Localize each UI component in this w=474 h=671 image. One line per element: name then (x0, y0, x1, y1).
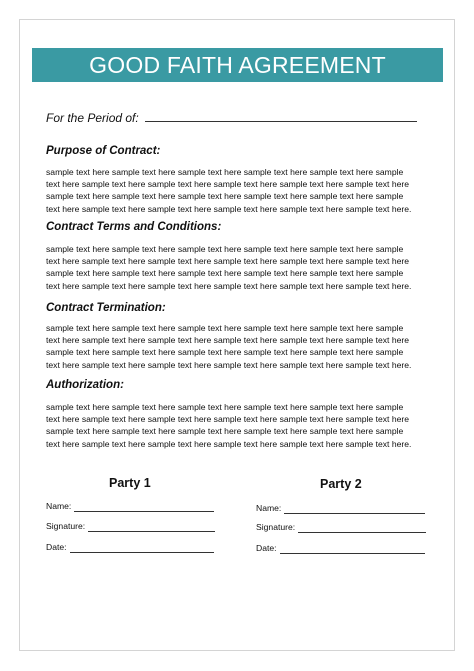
period-blank-line[interactable] (145, 111, 417, 122)
body-line: text here sample text here sample text here sample text here sample text here sample text here. (46, 438, 412, 449)
party-2-signature-field[interactable] (256, 521, 426, 533)
date-label: Date: (256, 543, 277, 553)
name-line[interactable] (284, 504, 425, 514)
body-line: text here sample text here sample text here sample text here sample text here sample text here. (46, 280, 412, 291)
signature-label: Signature: (46, 521, 86, 531)
name-label: Name: (46, 501, 72, 511)
body-line: text here sample text here sample text here sample text here sample text here sample text here (46, 414, 410, 425)
body-line: sample text here sample text here sample text here sample text here sample text here sample (46, 426, 404, 437)
party-1-name-field[interactable] (46, 500, 214, 512)
section-body-terms (46, 243, 431, 292)
body-line: text here sample text here sample text here sample text here sample text here sample text here. (46, 203, 412, 214)
body-line: sample text here sample text here sample text here sample text here sample text here sample (46, 402, 404, 412)
body-line: sample text here sample text here sample text here sample text here sample text here sample (46, 347, 404, 358)
section-heading-purpose: Purpose of Contract: (46, 145, 161, 157)
party-2-title: Party 2 (320, 477, 362, 491)
section-heading-terms: Contract Terms and Conditions: (46, 221, 222, 233)
section-body-purpose (46, 166, 431, 215)
signature-line[interactable] (88, 522, 215, 532)
body-line: sample text here sample text here sample text here sample text here sample text here sample (46, 191, 404, 202)
section-heading-authorization: Authorization: (46, 379, 124, 391)
body-line: text here sample text here sample text here sample text here sample text here sample text here. (46, 359, 412, 370)
signature-line[interactable] (298, 523, 426, 533)
party-1-date-field[interactable] (46, 541, 214, 553)
party-1-title: Party 1 (109, 476, 151, 490)
section-heading-termination: Contract Termination: (46, 302, 166, 314)
period-label: For the Period of: (46, 111, 139, 125)
body-line: sample text here sample text here sample text here sample text here sample text here sample (46, 244, 404, 254)
party-2-date-field[interactable] (256, 542, 425, 554)
body-line: text here sample text here sample text here sample text here sample text here sample text here (46, 335, 410, 346)
section-body-termination (46, 322, 431, 371)
period-field (46, 110, 446, 126)
party-1-signature-field[interactable] (46, 520, 215, 532)
body-line: sample text here sample text here sample text here sample text here sample text here sample (46, 268, 404, 279)
date-line[interactable] (70, 543, 214, 553)
signature-label: Signature: (256, 522, 296, 532)
body-line: text here sample text here sample text here sample text here sample text here sample text here (46, 256, 410, 267)
date-line[interactable] (280, 544, 425, 554)
date-label: Date: (46, 542, 67, 552)
name-label: Name: (256, 503, 282, 513)
section-body-authorization (46, 401, 431, 450)
body-line: text here sample text here sample text here sample text here sample text here sample text here (46, 179, 410, 190)
body-line: sample text here sample text here sample text here sample text here sample text here sample (46, 323, 404, 333)
party-2-name-field[interactable] (256, 502, 425, 514)
body-line: sample text here sample text here sample text here sample text here sample text here sample (46, 167, 404, 177)
name-line[interactable] (74, 502, 214, 512)
document-title: GOOD FAITH AGREEMENT (32, 48, 443, 82)
